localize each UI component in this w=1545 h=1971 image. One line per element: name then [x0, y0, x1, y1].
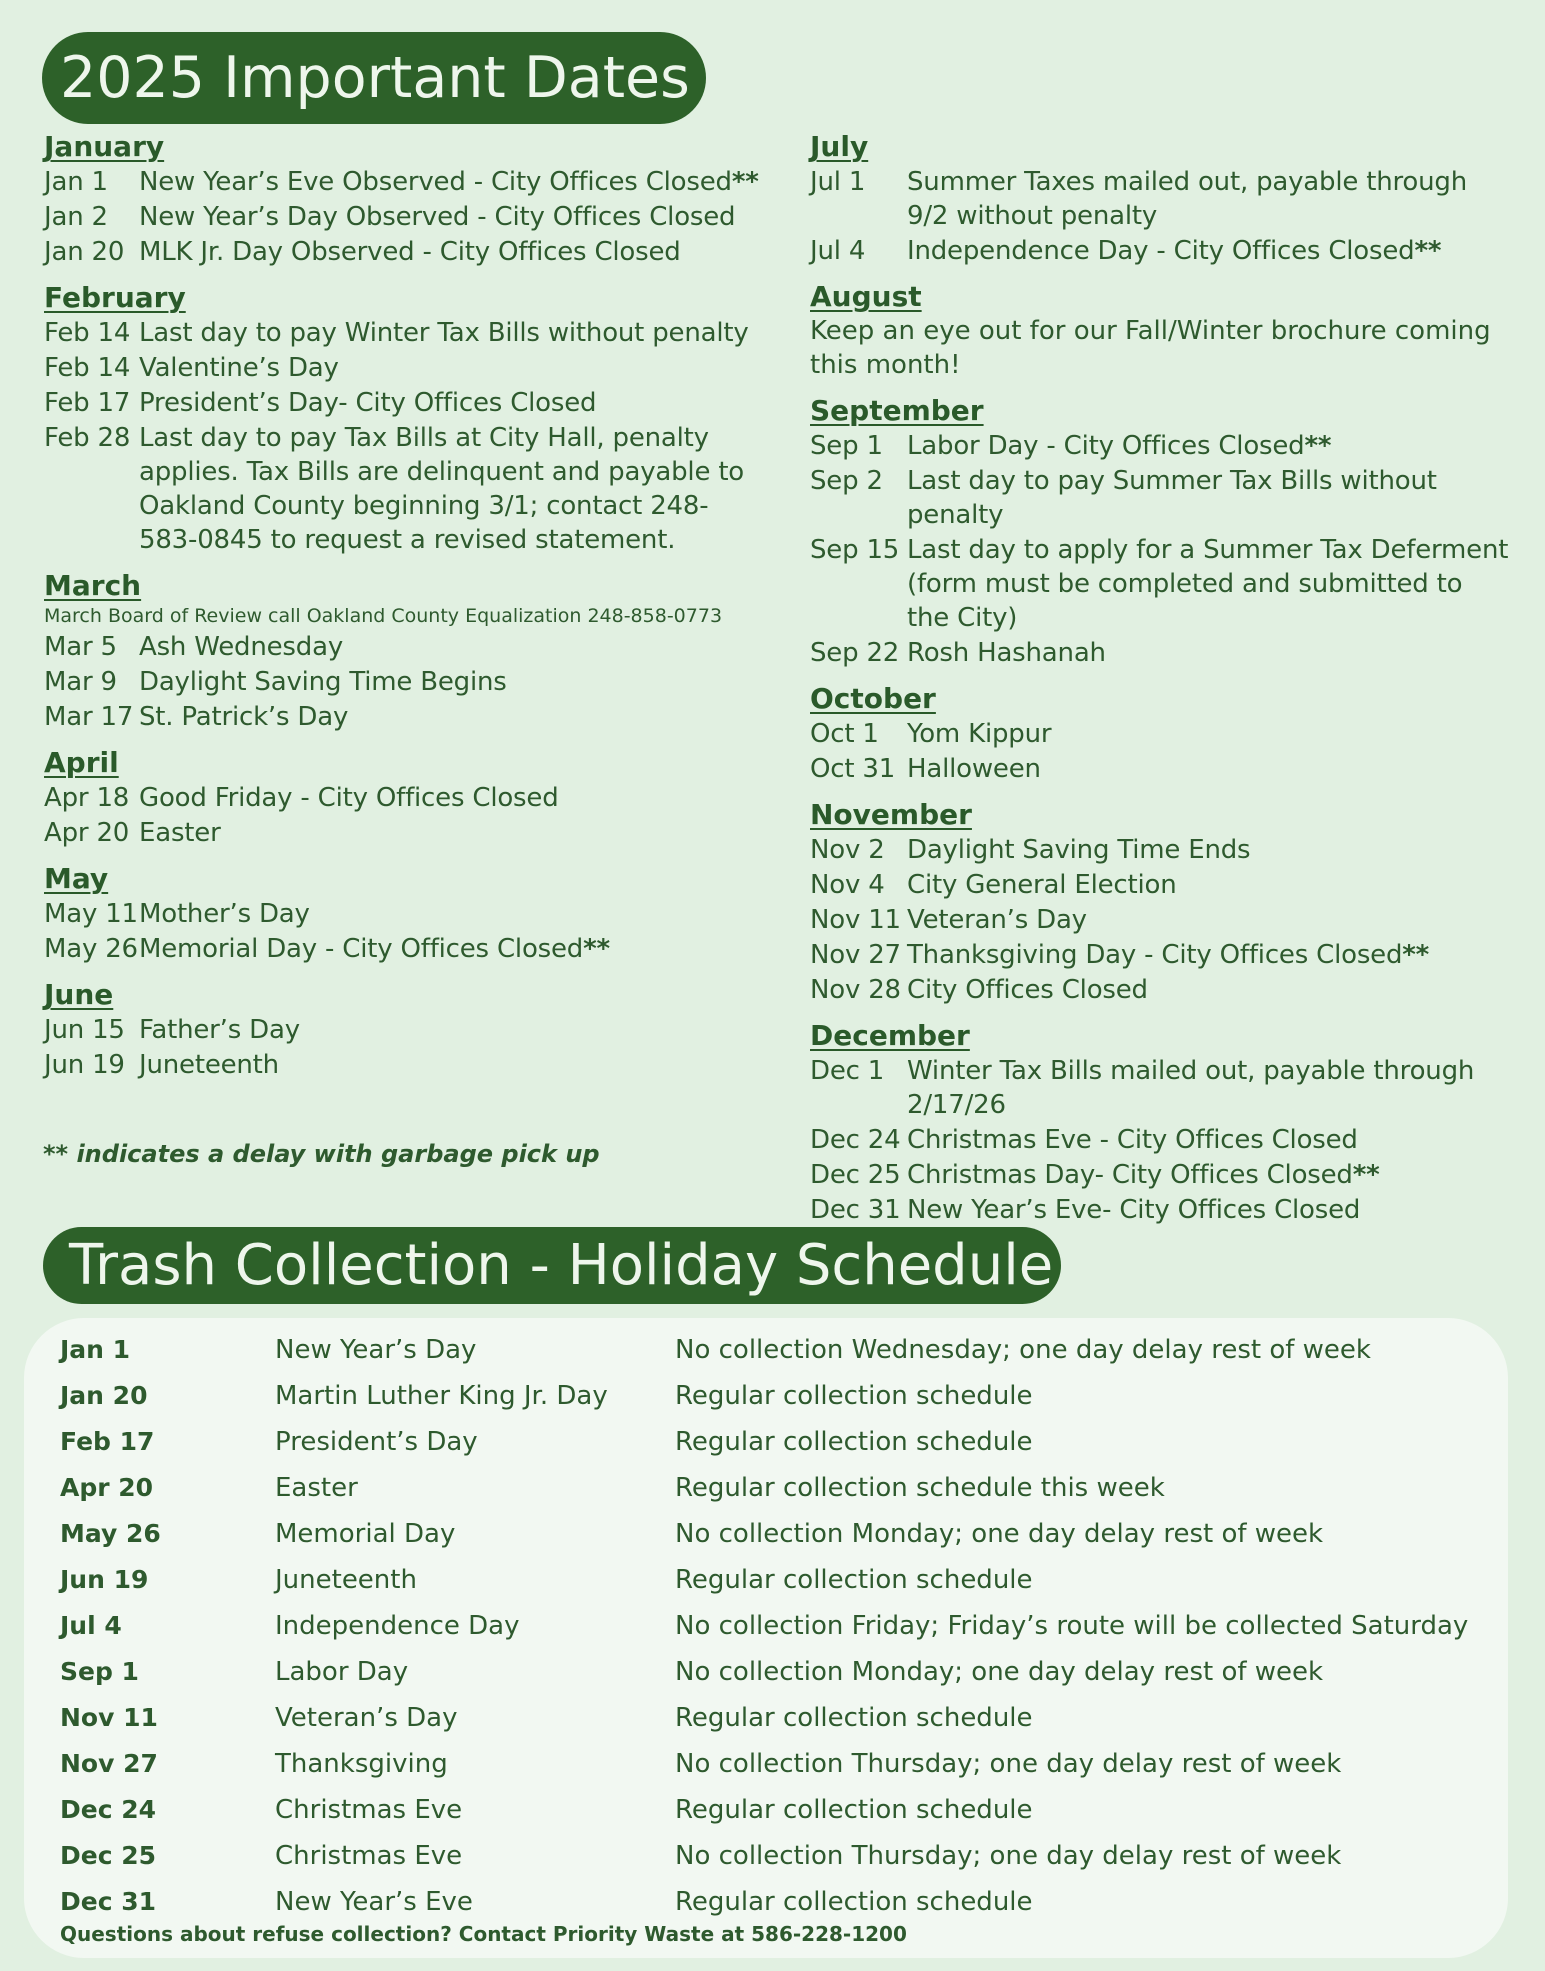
trash-date: May 26 [60, 1519, 161, 1548]
event-text: New Year’s Eve- City Offices Closed [907, 1195, 1361, 1225]
trash-schedule: No collection Monday; one day delay rest of week [675, 1519, 1324, 1549]
event-row [810, 636, 1510, 670]
event-date: Oct 31 [810, 754, 896, 784]
event-row [810, 868, 1510, 902]
event-row [810, 752, 1510, 786]
garbage-delay-marker: ** [731, 167, 759, 197]
event-description [139, 932, 764, 966]
event-text: Last day to pay Tax Bills at City Hall, penalty applies. Tax Bills are delinquent and payable to Oakland County beginning 3/1; contact 248-583-0845 to request a revised statement. [139, 423, 745, 555]
event-text: St. Patrick’s Day [139, 702, 349, 732]
event-row [810, 903, 1510, 937]
trash-schedule: Regular collection schedule [675, 1381, 1033, 1411]
event-row [44, 316, 764, 350]
month-section-december [810, 1019, 1510, 1227]
table-row [60, 1836, 1480, 1876]
month-heading: October [810, 682, 936, 715]
event-row [44, 630, 764, 664]
table-row [60, 1698, 1480, 1738]
event-description [139, 235, 764, 269]
event-text: MLK Jr. Day Observed - City Offices Closed [139, 237, 681, 267]
month-heading: June [44, 978, 114, 1011]
event-description [139, 781, 764, 815]
garbage-delay-marker: ** [1304, 431, 1332, 461]
trash-holiday: Veteran’s Day [275, 1703, 458, 1733]
trash-schedule: Regular collection schedule this week [675, 1473, 1165, 1503]
event-text: Father’s Day [139, 1015, 300, 1045]
month-heading: December [810, 1019, 970, 1052]
event-row [810, 938, 1510, 972]
event-text: Last day to pay Summer Tax Bills without penalty [907, 466, 1437, 530]
event-date: Nov 4 [810, 870, 885, 900]
event-text: City Offices Closed [907, 975, 1148, 1005]
event-text: New Year’s Eve Observed - City Offices Closed [139, 167, 732, 197]
event-row [810, 464, 1510, 532]
month-section-march [44, 569, 764, 734]
month-message: Keep an eye out for our Fall/Winter brochure coming this month! [810, 316, 1491, 380]
table-row [60, 1606, 1480, 1646]
event-date: Jul 4 [810, 236, 866, 266]
event-row [44, 700, 764, 734]
event-date: Feb 17 [44, 388, 131, 418]
trash-schedule-title: Trash Collection - Holiday Schedule [43, 1227, 1061, 1304]
trash-date: Jun 19 [60, 1565, 149, 1594]
right-column [810, 130, 1510, 1239]
event-text: Halloween [907, 754, 1041, 784]
event-row [44, 932, 764, 966]
table-row [60, 1882, 1480, 1922]
trash-date: Jan 1 [60, 1335, 131, 1364]
event-description [907, 636, 1510, 670]
event-date: Nov 27 [810, 940, 901, 970]
trash-holiday: President’s Day [275, 1427, 478, 1457]
event-row [44, 897, 764, 931]
garbage-delay-marker: ** [1402, 940, 1430, 970]
event-date: May 26 [44, 934, 138, 964]
trash-date: Nov 11 [60, 1703, 158, 1732]
event-text: Juneteenth [139, 1050, 279, 1080]
month-heading: February [44, 281, 186, 314]
event-description [139, 165, 764, 199]
month-section-may [44, 862, 764, 966]
event-description [907, 464, 1510, 532]
event-description [907, 1123, 1510, 1157]
month-section-february [44, 281, 764, 557]
month-section-october [810, 682, 1510, 786]
event-description [139, 386, 764, 420]
event-text: Good Friday - City Offices Closed [139, 783, 559, 813]
event-date: Jan 2 [44, 202, 108, 232]
event-date: Nov 28 [810, 975, 901, 1005]
table-row [60, 1560, 1480, 1600]
event-row [44, 1048, 764, 1082]
event-description [139, 1048, 764, 1082]
trash-holiday: Thanksgiving [275, 1749, 448, 1779]
event-row [44, 235, 764, 269]
event-date: Mar 9 [44, 667, 117, 697]
event-date: Feb 14 [44, 353, 131, 383]
event-text: Ash Wednesday [139, 632, 344, 662]
event-text: President’s Day- City Offices Closed [139, 388, 597, 418]
event-row [44, 386, 764, 420]
event-row [810, 717, 1510, 751]
trash-schedule: Regular collection schedule [675, 1795, 1033, 1825]
event-description [139, 700, 764, 734]
garbage-delay-marker: ** [1414, 236, 1442, 266]
trash-date: Sep 1 [60, 1657, 139, 1686]
trash-holiday: Martin Luther King Jr. Day [275, 1381, 608, 1411]
month-section-june [44, 978, 764, 1082]
event-description [907, 165, 1510, 233]
table-row [60, 1468, 1480, 1508]
trash-date: Apr 20 [60, 1473, 154, 1502]
event-text: Daylight Saving Time Ends [907, 835, 1251, 865]
event-description [907, 752, 1510, 786]
event-date: Oct 1 [810, 719, 879, 749]
event-description [907, 973, 1510, 1007]
month-section-july [810, 130, 1510, 268]
month-heading: September [810, 394, 984, 427]
month-heading: May [44, 862, 109, 895]
month-heading: November [810, 798, 972, 831]
garbage-delay-marker: ** [1352, 1160, 1380, 1190]
event-date: Sep 2 [810, 466, 883, 496]
event-text: Christmas Day- City Offices Closed [907, 1160, 1353, 1190]
event-text: Independence Day - City Offices Closed [907, 236, 1415, 266]
event-row [810, 833, 1510, 867]
table-row [60, 1652, 1480, 1692]
event-text: Memorial Day - City Offices Closed [139, 934, 584, 964]
event-date: Nov 2 [810, 835, 885, 865]
event-description [907, 1158, 1510, 1192]
event-text: Veteran’s Day [907, 905, 1087, 935]
trash-schedule: No collection Wednesday; one day delay rest of week [675, 1335, 1371, 1365]
event-text: Valentine’s Day [139, 353, 339, 383]
event-text: Winter Tax Bills mailed out, payable through 2/17/26 [907, 1056, 1475, 1120]
event-date: Sep 15 [810, 535, 900, 565]
event-text: Last day to apply for a Summer Tax Deferment (form must be completed and submitted to the City) [907, 535, 1509, 633]
event-date: Jan 1 [44, 167, 108, 197]
trash-schedule: No collection Thursday; one day delay rest of week [675, 1749, 1342, 1779]
month-heading: July [810, 130, 869, 163]
month-heading: March [44, 569, 142, 602]
event-row [44, 816, 764, 850]
event-row [810, 533, 1510, 635]
trash-schedule-panel [24, 1318, 1508, 1958]
trash-schedule: No collection Thursday; one day delay rest of week [675, 1841, 1342, 1871]
event-date: Feb 14 [44, 318, 131, 348]
trash-date: Dec 31 [60, 1887, 157, 1916]
trash-holiday: Easter [275, 1473, 358, 1503]
event-description [907, 1193, 1510, 1227]
event-description [907, 938, 1510, 972]
event-description [139, 351, 764, 385]
event-row [810, 165, 1510, 233]
left-column [44, 130, 764, 1094]
event-description [139, 816, 764, 850]
event-description [139, 421, 764, 557]
event-description [907, 833, 1510, 867]
trash-date: Nov 27 [60, 1749, 158, 1778]
event-description [139, 630, 764, 664]
event-row [810, 234, 1510, 268]
event-row [810, 1054, 1510, 1122]
event-text: Christmas Eve - City Offices Closed [907, 1125, 1358, 1155]
event-date: Jan 20 [44, 237, 125, 267]
event-row [810, 1158, 1510, 1192]
month-heading: January [44, 130, 165, 163]
event-date: Dec 24 [810, 1125, 901, 1155]
event-text: Yom Kippur [907, 719, 1052, 749]
trash-holiday: Labor Day [275, 1657, 409, 1687]
event-description [907, 429, 1510, 463]
event-row [810, 429, 1510, 463]
trash-date: Dec 24 [60, 1795, 157, 1824]
table-row [60, 1376, 1480, 1416]
trash-holiday: New Year’s Eve [275, 1887, 473, 1917]
month-section-april [44, 746, 764, 850]
month-section-november [810, 798, 1510, 1007]
event-text: Easter [139, 818, 221, 848]
event-date: Mar 5 [44, 632, 117, 662]
event-date: Apr 18 [44, 783, 130, 813]
trash-holiday: Christmas Eve [275, 1841, 463, 1871]
event-date: Jun 15 [44, 1015, 125, 1045]
event-row [44, 165, 764, 199]
event-date: Dec 1 [810, 1056, 885, 1086]
month-heading: April [44, 746, 119, 779]
month-note: March Board of Review call Oakland County Equalization 248-858-0773 [44, 605, 723, 627]
event-row [810, 1123, 1510, 1157]
month-heading: August [810, 280, 922, 313]
trash-holiday: Juneteenth [275, 1565, 417, 1595]
page-title: 2025 Important Dates [42, 32, 706, 124]
trash-holiday: Christmas Eve [275, 1795, 463, 1825]
event-description [907, 1054, 1510, 1122]
month-section-september [810, 394, 1510, 670]
event-row [44, 421, 764, 557]
event-date: Sep 22 [810, 638, 900, 668]
event-text: Summer Taxes mailed out, payable through 9/2 without penalty [907, 167, 1467, 231]
event-description [139, 665, 764, 699]
trash-schedule: Regular collection schedule [675, 1887, 1033, 1917]
event-date: Dec 31 [810, 1195, 901, 1225]
event-text: Last day to pay Winter Tax Bills without penalty [139, 318, 749, 348]
event-description [139, 897, 764, 931]
month-section-august [810, 280, 1510, 382]
table-row [60, 1514, 1480, 1554]
table-row [60, 1330, 1480, 1370]
event-date: Mar 17 [44, 702, 134, 732]
event-text: Labor Day - City Offices Closed [907, 431, 1305, 461]
event-row [44, 665, 764, 699]
table-row [60, 1790, 1480, 1830]
trash-date: Feb 17 [60, 1427, 155, 1456]
event-text: Rosh Hashanah [907, 638, 1106, 668]
event-description [907, 868, 1510, 902]
month-section-january [44, 130, 764, 269]
event-row [44, 200, 764, 234]
event-description [139, 316, 764, 350]
event-text: City General Election [907, 870, 1177, 900]
event-row [810, 1193, 1510, 1227]
event-text: Daylight Saving Time Begins [139, 667, 507, 697]
event-date: Apr 20 [44, 818, 130, 848]
garbage-delay-marker: ** [583, 934, 610, 964]
event-row [810, 973, 1510, 1007]
trash-holiday: Independence Day [275, 1611, 520, 1641]
trash-schedule: Regular collection schedule [675, 1565, 1033, 1595]
event-description [907, 717, 1510, 751]
event-date: Feb 28 [44, 423, 131, 453]
event-row [44, 351, 764, 385]
event-date: Sep 1 [810, 431, 883, 461]
trash-holiday: Memorial Day [275, 1519, 456, 1549]
trash-holiday: New Year’s Day [275, 1335, 477, 1365]
event-description [139, 1013, 764, 1047]
trash-date: Jan 20 [60, 1381, 148, 1410]
garbage-delay-footnote: ** indicates a delay with garbage pick up [43, 1140, 600, 1168]
event-date: Dec 25 [810, 1160, 901, 1190]
event-row [44, 781, 764, 815]
trash-schedule: Regular collection schedule [675, 1427, 1033, 1457]
event-description [907, 234, 1510, 268]
trash-contact-note: Questions about refuse collection? Contact Priority Waste at 586-228-1200 [60, 1922, 907, 1946]
trash-date: Dec 25 [60, 1841, 157, 1870]
event-text: New Year’s Day Observed - City Offices Closed [139, 202, 736, 232]
event-description [139, 200, 764, 234]
table-row [60, 1744, 1480, 1784]
event-description [907, 903, 1510, 937]
event-date: Jul 1 [810, 167, 866, 197]
event-date: May 11 [44, 899, 138, 929]
event-row [44, 1013, 764, 1047]
event-text: Thanksgiving Day - City Offices Closed [907, 940, 1403, 970]
trash-date: Jul 4 [60, 1611, 122, 1640]
event-date: Nov 11 [810, 905, 901, 935]
event-description [907, 533, 1510, 635]
trash-schedule: Regular collection schedule [675, 1703, 1033, 1733]
event-text: Mother’s Day [139, 899, 310, 929]
trash-schedule: No collection Monday; one day delay rest of week [675, 1657, 1324, 1687]
table-row [60, 1422, 1480, 1462]
event-date: Jun 19 [44, 1050, 125, 1080]
trash-schedule: No collection Friday; Friday’s route will be collected Saturday [675, 1611, 1469, 1641]
